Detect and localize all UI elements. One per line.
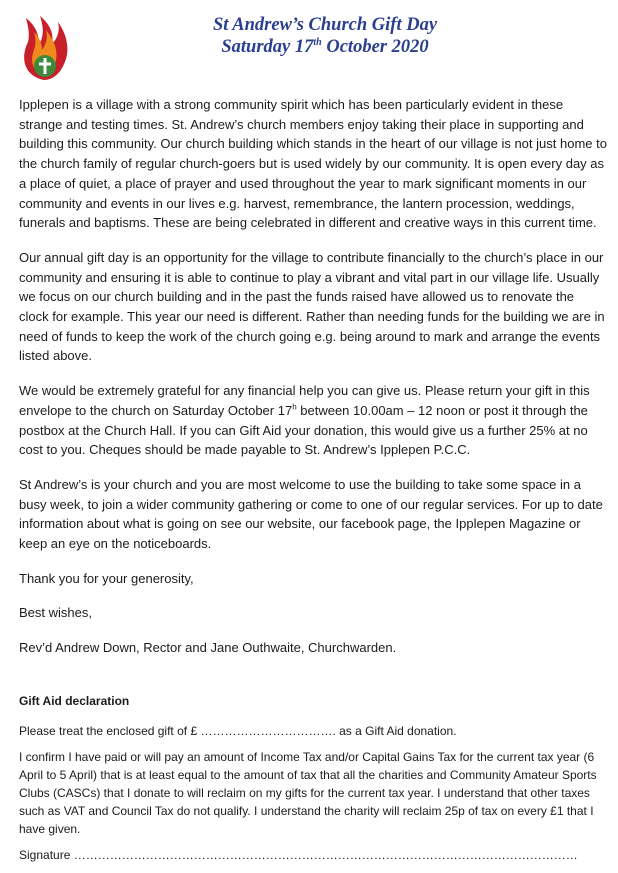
title-date-b: October 2020 bbox=[321, 37, 429, 57]
gift-amount-line: Please treat the enclosed gift of £ ……………………………. as a Gift Aid donation. bbox=[19, 724, 457, 738]
page-title bbox=[150, 14, 500, 58]
paragraph-welcome: St Andrew’s is your church and you are most welcome to use the building to take some space in a busy week, to join a wider community gathering or come to one of our regular services. For up to date information about what is going on see our website, our facebook page, the Ipplepen Magazine or keep an eye on the noticeboards. bbox=[19, 476, 603, 552]
paragraph-community: Ipplepen is a village with a strong community spirit which has been particularly evident in these strange and testing times. St. Andrew’s church members enjoy taking their place in supporting and building this community. Our church building which stands in the heart of our village is not just home to the church family of regular church-goers but is used widely by our community. It is open every day as a place of quiet, a place of prayer and used throughout the year to mark significant moments in our community and events in our lives e.g. harvest, remembrance, the lantern procession, weddings, funerals and baptisms. These are being celebrated in different and creative ways in this current time. bbox=[19, 97, 607, 231]
signatories: Rev’d Andrew Down, Rector and Jane Outhwaite, Churchwarden. bbox=[19, 640, 397, 656]
paragraph-return-gift bbox=[19, 381, 607, 460]
paragraph-return-gift-b: between 10.00am – 12 noon or post it through the postbox at the Church Hall. If you can Gift Aid your donation, this would give us a further 25% at no cost to you. Cheques should be made payable to St. Andrew’s Ipplepen P.C.C. bbox=[19, 402, 588, 458]
sign-off: Best wishes, bbox=[19, 605, 92, 621]
gift-aid-section bbox=[19, 692, 607, 872]
gift-aid-confirmation: I confirm I have paid or will pay an amount of Income Tax and/or Capital Gains Tax for the current tax year (6 April to 5 April) that is at least equal to the amount of tax that all the charities and Community Amateur Sports Clubs (CASCs) that I donate to will reclaim on my gifts for the current tax year. I understand that other taxes such as VAT and Council Tax do not qualify. I understand the charity will reclaim 25p of tax on every £1 that I have given. bbox=[19, 750, 597, 836]
thank-you-line: Thank you for your generosity, bbox=[19, 570, 194, 586]
title-date-a: Saturday 17 bbox=[221, 37, 314, 57]
signature-line: Signature ……………………………………………………………………………………………………………… bbox=[19, 848, 578, 862]
title-date-sup: th bbox=[313, 36, 322, 48]
date-suffix: h bbox=[292, 402, 297, 412]
paragraph-return-gift-a: We would be extremely grateful for any financial help you can give us. Please return your gift in this envelope to the church on Saturday October 17 bbox=[19, 383, 590, 418]
title-line-2 bbox=[150, 36, 500, 58]
church-flame-logo bbox=[18, 10, 70, 82]
paragraph-gift-day: Our annual gift day is an opportunity for the village to contribute financially to the church’s place in our community and ensuring it is able to continue to play a vibrant and vital part in our village life. Usually we focus on our church building and in the past the funds raised have allowed us to renovate the clock for example. This year our need is different. Rather than needing funds for the building we are in need of funds to keep the work of the church going e.g. being around to mark and arrange the events listed above. bbox=[19, 249, 605, 364]
title-line-1: St Andrew’s Church Gift Day bbox=[212, 15, 438, 35]
gift-aid-heading: Gift Aid declaration bbox=[19, 694, 130, 708]
letter-body bbox=[19, 95, 607, 673]
